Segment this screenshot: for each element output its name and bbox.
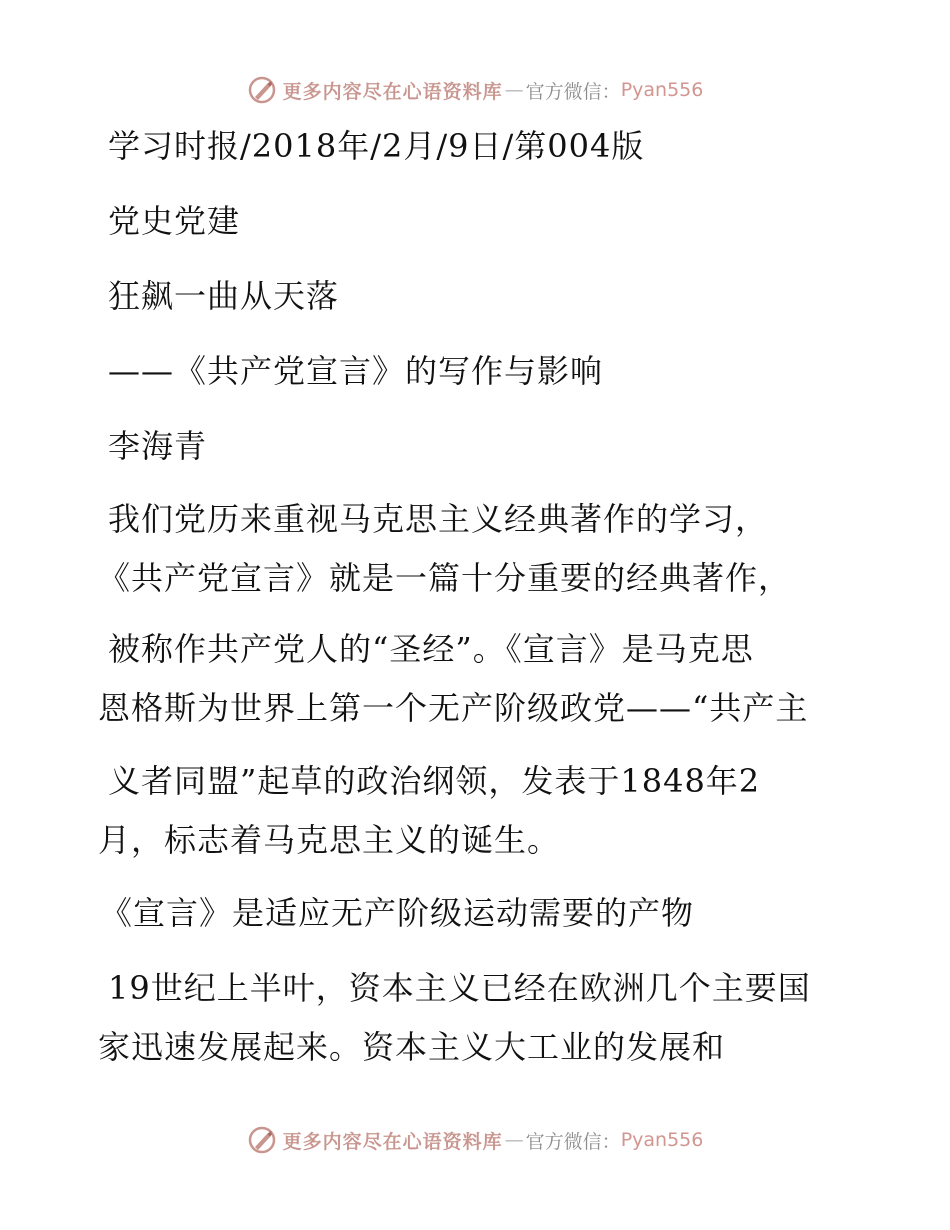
watermark-brand: 更多内容尽在心语资料库 bbox=[282, 80, 503, 103]
pen-logo-icon bbox=[247, 1125, 277, 1155]
paragraph-line: 被称作共产党人的“圣经”。《宣言》是马克思 bbox=[108, 630, 754, 668]
watermark-separator: — bbox=[504, 79, 524, 101]
paragraph-line: 月，标志着马克思主义的诞生。 bbox=[98, 821, 561, 859]
paragraph-line: 我们党历来重视马克思主义经典著作的学习， bbox=[108, 500, 769, 538]
watermark-wechat-id: Pyan556 bbox=[620, 1129, 704, 1151]
section-title: 党史党建 bbox=[108, 202, 241, 240]
watermark-header bbox=[0, 70, 950, 110]
article-subtitle: ——《共产党宣言》的写作与影响 bbox=[108, 352, 604, 390]
publication-info: 学习时报/2018年/2月/9日/第004版 bbox=[108, 127, 645, 165]
paragraph-line: 恩格斯为世界上第一个无产阶级政党——“共产主 bbox=[98, 689, 809, 727]
paragraph-line: 家迅速发展起来。资本主义大工业的发展和 bbox=[98, 1028, 726, 1066]
watermark-official-label: 官方微信： bbox=[525, 80, 621, 103]
watermark-footer bbox=[0, 1120, 950, 1160]
paragraph-line: 义者同盟”起草的政治纲领，发表于1848年2 bbox=[108, 762, 761, 800]
paragraph-line: 《共产党宣言》就是一篇十分重要的经典著作， bbox=[98, 559, 792, 597]
watermark-official-label: 官方微信： bbox=[525, 1130, 621, 1153]
section-heading: 《宣言》是适应无产阶级运动需要的产物 bbox=[100, 894, 695, 932]
watermark-wechat-id: Pyan556 bbox=[620, 79, 704, 101]
watermark-brand: 更多内容尽在心语资料库 bbox=[282, 1130, 503, 1153]
article-title: 狂飙一曲从天落 bbox=[108, 277, 340, 315]
pen-logo-icon bbox=[247, 75, 277, 105]
watermark-separator: — bbox=[504, 1129, 524, 1151]
paragraph-line: 19世纪上半叶，资本主义已经在欧洲几个主要国 bbox=[108, 969, 811, 1007]
article-author: 李海青 bbox=[108, 427, 208, 465]
